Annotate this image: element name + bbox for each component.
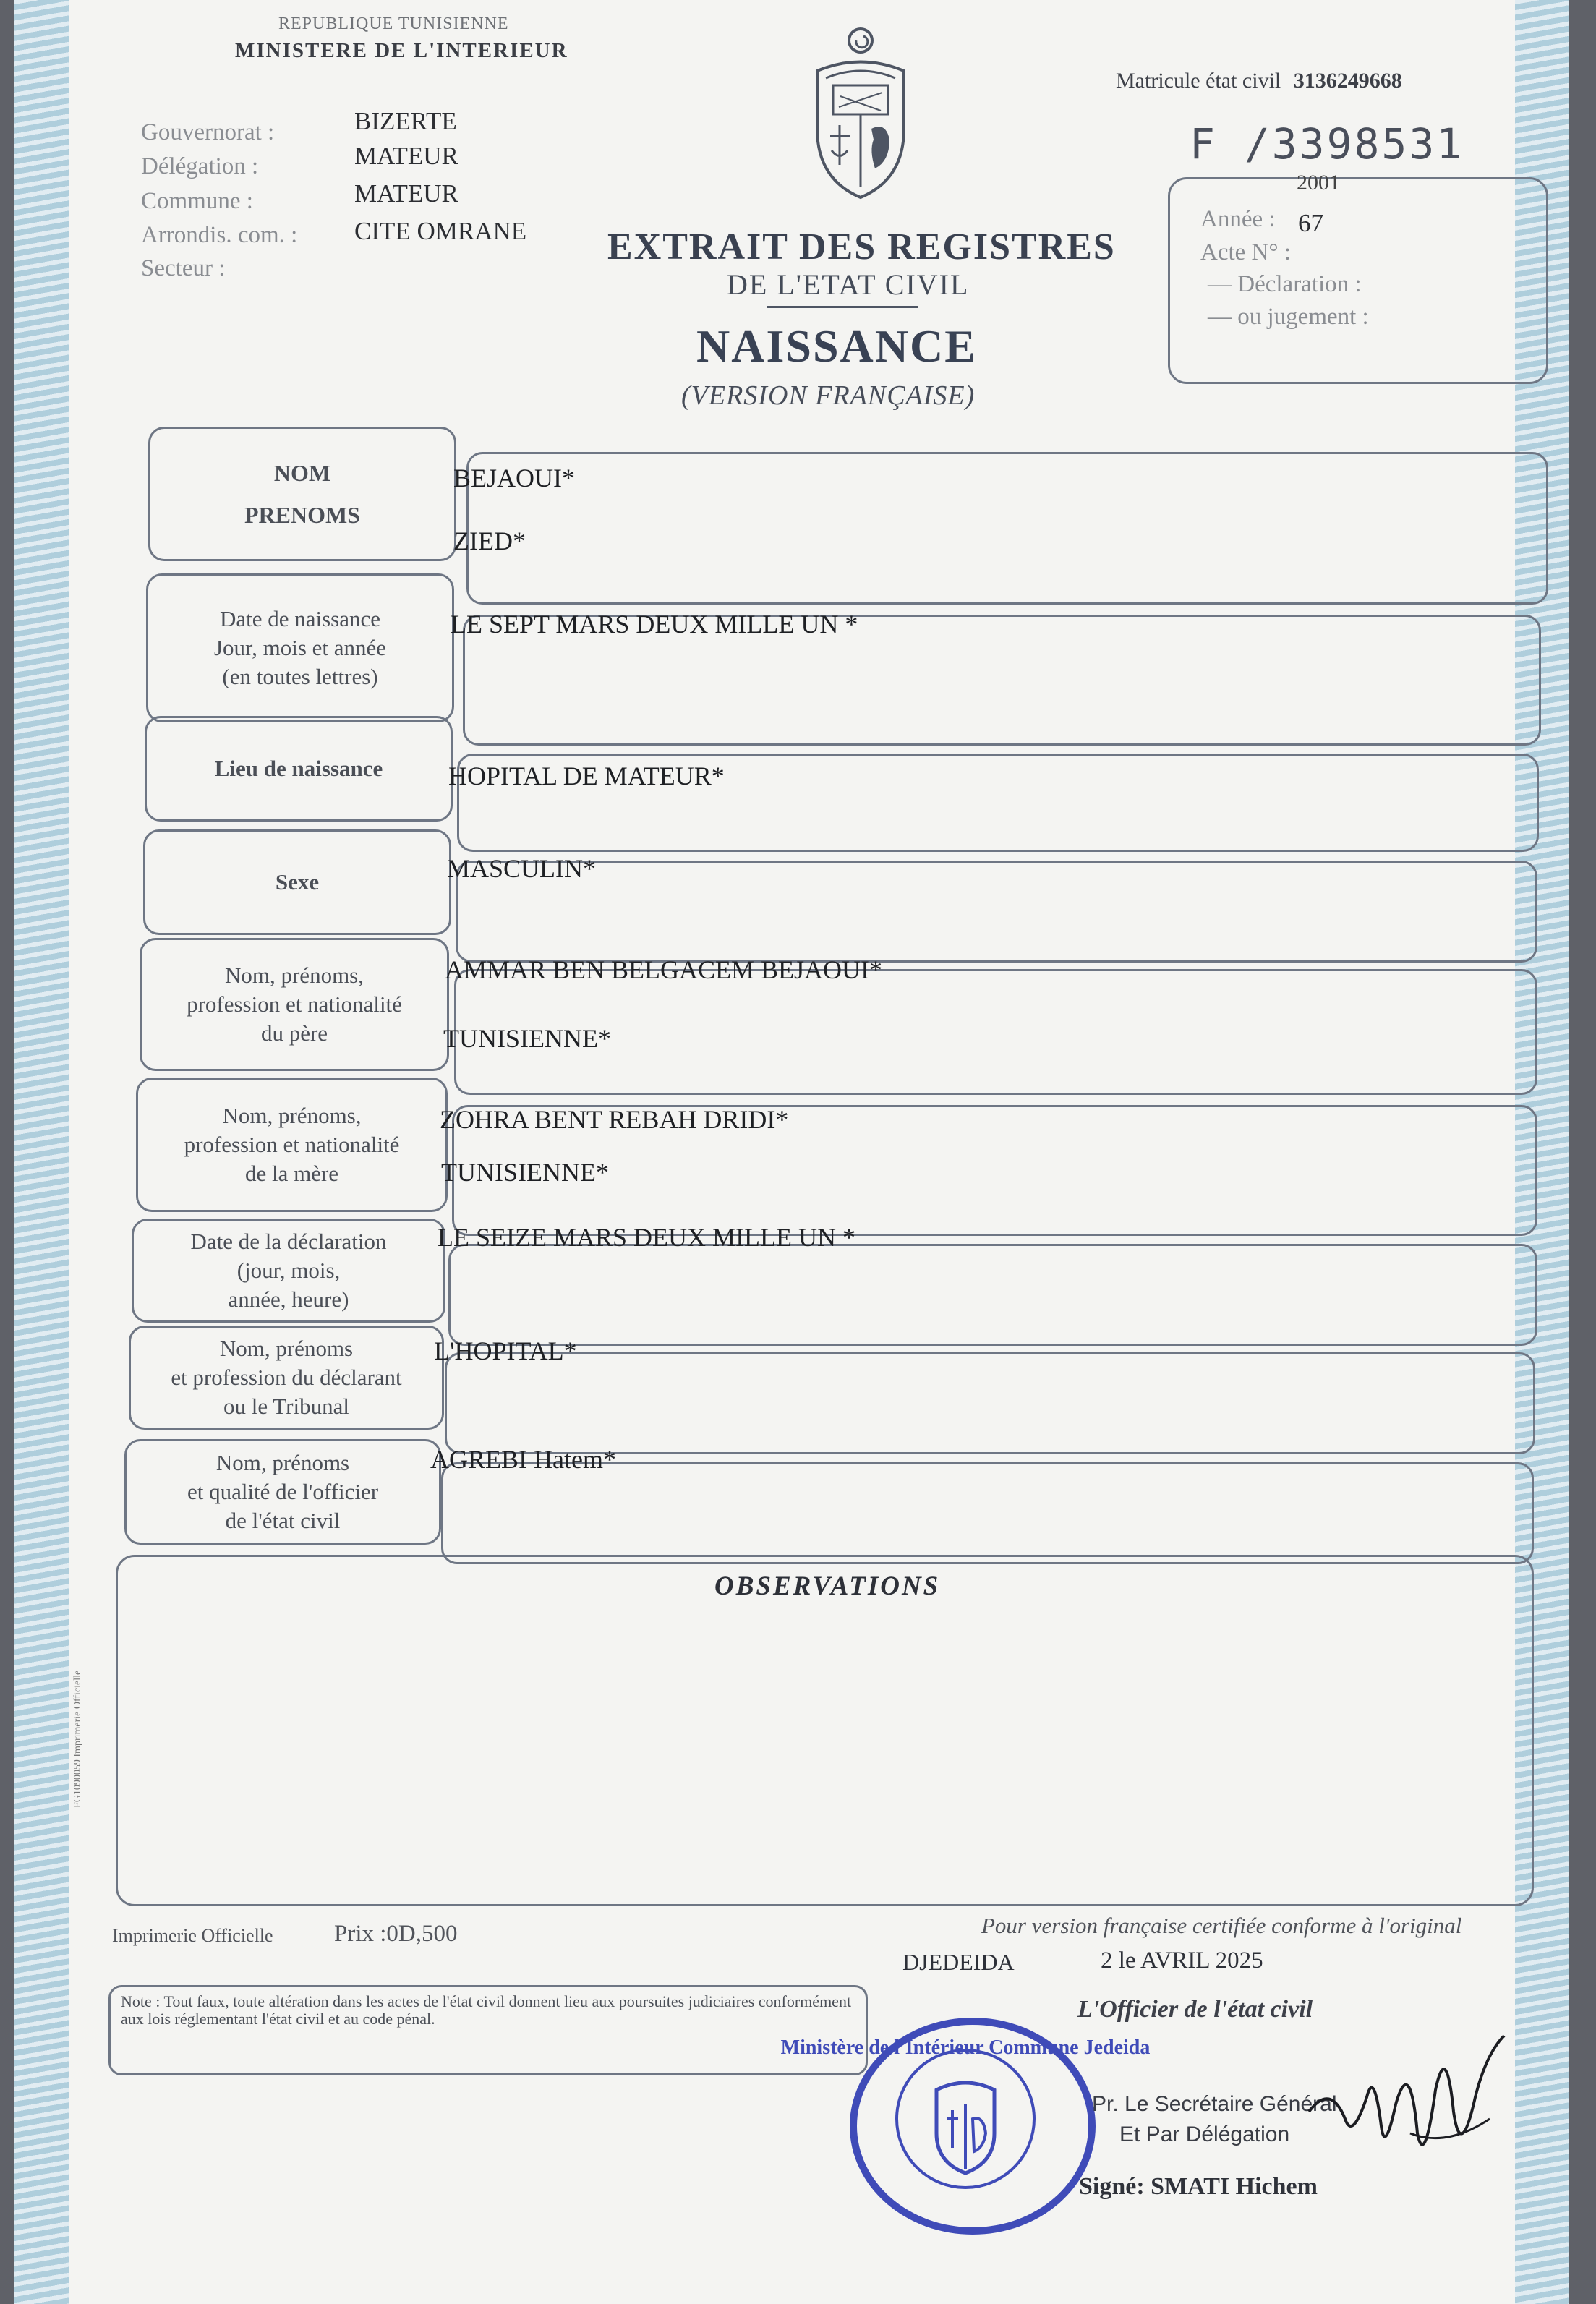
document-sheet — [14, 0, 1569, 2304]
value-date-declaration: LE SEIZE MARS DEUX MILLE UN * — [438, 1223, 855, 1252]
acte-number-label: Acte N° : — [1200, 239, 1291, 265]
label-date-naissance — [146, 573, 454, 722]
label-text: Nom, prénoms et profession du déclarant ou le Tribunal — [171, 1336, 402, 1419]
value-officier: AGREBI Hatem* — [430, 1445, 616, 1474]
arrondissement-label: Arrondis. com. : — [141, 222, 298, 248]
commune-value: MATEUR — [354, 179, 458, 208]
declaration-label: — Déclaration : — [1208, 271, 1362, 297]
matricule-label: Matricule état civil — [1116, 69, 1281, 93]
stamp-emblem-icon — [780, 2025, 1151, 2213]
label-text: Nom, prénoms, profession et nationalité de la mère — [184, 1103, 400, 1186]
legal-note: Note : Tout faux, toute altération dans les actes de l'état civil donnent lieu aux poursuites judiciaires conformément aux lois réglementant l'état civil et au code pénal. — [108, 1985, 868, 2075]
gouvernorat-label: Gouvernorat : — [141, 119, 275, 145]
value-pere-nom: AMMAR BEN BELGACEM BEJAOUI* — [445, 955, 883, 984]
observations-title: OBSERVATIONS — [714, 1571, 941, 1601]
title-etat-civil: DE L'ETAT CIVIL — [727, 268, 970, 301]
certification-text: Pour version française certifiée conforme à l'original — [981, 1913, 1462, 1938]
value-cell-sexe — [456, 861, 1537, 963]
label-officier — [124, 1439, 441, 1545]
officier-etat-civil-title: L'Officier de l'état civil — [1077, 1996, 1313, 2023]
value-cell-pere — [454, 969, 1537, 1095]
prix: Prix :0D,500 — [334, 1921, 458, 1947]
value-date-naissance: LE SEPT MARS DEUX MILLE UN * — [451, 610, 858, 639]
signe-smati: Signé: SMATI Hichem — [1079, 2173, 1318, 2200]
title-naissance: NAISSANCE — [696, 320, 977, 372]
label-pere — [140, 938, 449, 1071]
pr-secretaire-general: Pr. Le Secrétaire Général — [1092, 2092, 1337, 2116]
matricule-value: 3136249668 — [1293, 69, 1402, 93]
side-print-code: FG1090059 Imprimerie Officielle — [72, 1670, 83, 1808]
official-stamp — [780, 2018, 1151, 2235]
jugement-label: — ou jugement : — [1208, 304, 1369, 330]
value-mere-nationalite: TUNISIENNE* — [441, 1158, 609, 1187]
handwritten-signature — [1302, 2025, 1519, 2184]
par-delegation: Et Par Délégation — [1119, 2122, 1290, 2146]
title-extrait: EXTRAIT DES REGISTRES — [607, 226, 1116, 268]
title-underline — [767, 306, 918, 308]
value-pere-nationalite: TUNISIENNE* — [443, 1024, 611, 1053]
label-text: Nom, prénoms et qualité de l'officier de l'état civil — [187, 1450, 379, 1533]
value-cell-officier — [441, 1462, 1534, 1564]
arrondissement-value: CITE OMRANE — [354, 217, 527, 245]
label-date-declaration — [132, 1219, 445, 1323]
delegation-label: Délégation : — [141, 153, 259, 179]
label-declarant — [129, 1326, 444, 1430]
value-prenom: ZIED* — [453, 526, 526, 555]
value-cell-declarant — [445, 1352, 1535, 1454]
imprimerie-officielle: Imprimerie Officielle — [112, 1925, 273, 1946]
left-guilloche-border — [14, 0, 69, 2304]
label-lieu-naissance: Lieu de naissance — [145, 716, 453, 822]
value-declarant: L'HOPITAL* — [434, 1336, 577, 1365]
issue-date: 2 le AVRIL 2025 — [1101, 1947, 1263, 1974]
stamp-text: Ministère de l'Intérieur Commune Jedeida — [780, 2036, 1151, 2059]
label-sexe: Sexe — [143, 829, 451, 935]
value-lieu-naissance: HOPITAL DE MATEUR* — [448, 761, 725, 790]
label-text: Nom, prénoms, profession et nationalité du père — [187, 963, 402, 1046]
place-djedeida: DJEDEIDA — [902, 1949, 1015, 1975]
matricule-line — [1116, 69, 1402, 93]
commune-label: Commune : — [141, 188, 253, 214]
label-text: NOM PRENOMS — [244, 460, 360, 528]
version-francaise: (VERSION FRANÇAISE) — [681, 380, 976, 411]
label-mere — [136, 1078, 448, 1212]
annee-label: Année : — [1200, 206, 1276, 232]
annee-value: 67 — [1298, 209, 1323, 237]
label-text: Date de naissance Jour, mois et année (en toutes lettres) — [213, 606, 387, 689]
coat-of-arms-icon — [788, 20, 933, 208]
observations-box — [116, 1555, 1534, 1906]
secteur-label: Secteur : — [141, 255, 226, 281]
delegation-value: MATEUR — [354, 142, 458, 170]
acte-year: 2001 — [1297, 171, 1340, 195]
value-cell-date-declaration — [448, 1244, 1537, 1346]
value-mere-nom: ZOHRA BENT REBAH DRIDI* — [440, 1105, 789, 1134]
gouvernorat-value: BIZERTE — [354, 107, 457, 135]
republic-heading: REPUBLIQUE TUNISIENNE — [278, 14, 509, 33]
value-sexe: MASCULIN* — [447, 854, 597, 883]
label-nom-prenoms — [148, 427, 456, 561]
value-cell-nom-prenoms — [466, 452, 1548, 605]
value-nom: BEJAOUI* — [453, 464, 575, 492]
label-text: Date de la déclaration (jour, mois, année, heure) — [190, 1229, 387, 1312]
ministry-heading: MINISTERE DE L'INTERIEUR — [235, 39, 568, 62]
document-number: F /3398531 — [1190, 119, 1464, 168]
